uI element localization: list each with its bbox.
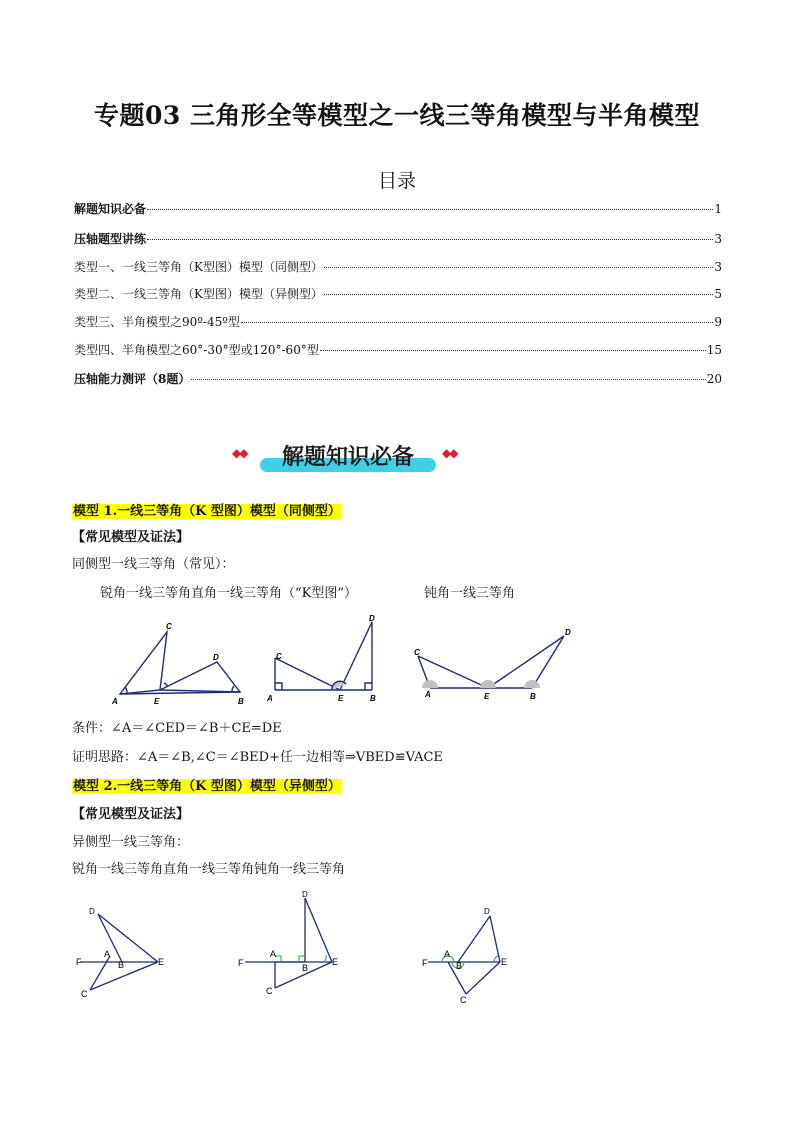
point-label: C bbox=[276, 652, 282, 661]
model1-caption-obtuse: 钝角一线三等角 bbox=[424, 586, 516, 601]
model1-caption: 锐角一线三等角直角一线三等角（“K型图”） bbox=[100, 586, 358, 601]
toc-entry-label: 压轴题型讲练 bbox=[74, 232, 147, 246]
toc-leader bbox=[191, 379, 705, 380]
banner-title: 解题知识必备 bbox=[281, 445, 414, 470]
toc-leader bbox=[320, 350, 706, 351]
model2-intro: 异侧型一线三等角： bbox=[72, 835, 190, 850]
point-label: E bbox=[332, 957, 339, 967]
right-opposite-figure bbox=[245, 898, 332, 988]
point-label: E bbox=[154, 697, 160, 706]
diamond-icon: ◆◆ bbox=[442, 446, 457, 460]
point-label: E bbox=[338, 694, 344, 703]
banner-pill bbox=[260, 438, 436, 472]
point-label: D bbox=[369, 614, 375, 623]
model1-proof: 证明思路：∠A＝∠B,∠C＝∠BED+任一边相等⇒VBED≌VACE bbox=[72, 750, 443, 765]
toc-entry[interactable] bbox=[74, 200, 722, 217]
point-label: B bbox=[238, 697, 244, 706]
toc-entry-page: 5 bbox=[714, 287, 722, 301]
point-label: E bbox=[501, 957, 508, 967]
toc-heading: 目录 bbox=[377, 170, 416, 192]
model1-figures bbox=[100, 610, 590, 710]
acute-k-figure bbox=[120, 632, 240, 694]
diamond-icon: ◆◆ bbox=[232, 446, 247, 460]
obtuse-opposite-figure bbox=[428, 916, 500, 994]
toc-entry[interactable] bbox=[74, 341, 722, 358]
model2-caption: 锐角一线三等角直角一线三等角钝角一线三等角 bbox=[72, 862, 346, 877]
point-label: C bbox=[81, 989, 88, 999]
point-label: D bbox=[565, 628, 571, 637]
point-label: A bbox=[425, 690, 431, 699]
obtuse-k-figure bbox=[418, 636, 564, 688]
point-label: A bbox=[267, 694, 273, 703]
point-label: B bbox=[530, 692, 536, 701]
toc-entry[interactable] bbox=[74, 370, 722, 387]
toc-entry[interactable] bbox=[74, 313, 722, 330]
toc-entry-page: 20 bbox=[706, 372, 722, 386]
model2-figures bbox=[70, 890, 530, 1005]
point-label: E bbox=[158, 957, 165, 967]
acute-opposite-figure bbox=[80, 914, 158, 990]
toc-entry[interactable] bbox=[74, 258, 722, 275]
right-k-figure bbox=[275, 622, 372, 690]
toc-entry[interactable] bbox=[74, 230, 722, 247]
point-label: B bbox=[370, 694, 376, 703]
point-label: B bbox=[302, 963, 309, 973]
point-label: F bbox=[76, 957, 82, 967]
section-banner bbox=[228, 436, 478, 476]
model1-condition: 条件：∠A＝∠CED＝∠B＋CE=DE bbox=[72, 721, 282, 736]
toc-entry-page: 9 bbox=[714, 315, 722, 329]
toc-leader bbox=[147, 209, 713, 210]
model1-subheading: 【常见模型及证法】 bbox=[72, 530, 190, 545]
toc-entry-label: 类型二、一线三等角（K型图）模型（异侧型） bbox=[74, 287, 323, 301]
toc-leader bbox=[241, 322, 713, 323]
toc-leader bbox=[324, 294, 713, 295]
toc-leader bbox=[147, 239, 713, 240]
toc-entry-page: 3 bbox=[714, 260, 722, 274]
toc-entry-label: 类型一、一线三等角（K型图）模型（同侧型） bbox=[74, 260, 323, 274]
toc-entry[interactable] bbox=[74, 285, 722, 302]
point-label: B bbox=[456, 961, 463, 971]
model2-subheading: 【常见模型及证法】 bbox=[72, 807, 190, 822]
point-label: F bbox=[422, 958, 428, 968]
model1-heading: 模型 1.一线三等角（K 型图）模型（同侧型） bbox=[73, 504, 341, 519]
toc-leader bbox=[324, 267, 713, 268]
point-label: E bbox=[484, 692, 490, 701]
point-label: C bbox=[414, 648, 420, 657]
model1-intro: 同侧型一线三等角（常见）： bbox=[72, 557, 235, 572]
toc-entry-page: 15 bbox=[706, 343, 722, 357]
toc-entry-label: 解题知识必备 bbox=[74, 202, 147, 216]
toc-entry-label: 类型四、半角模型之60°-30°型或120°-60°型 bbox=[74, 343, 319, 357]
point-label: F bbox=[238, 958, 244, 968]
point-label: D bbox=[302, 890, 308, 899]
point-label: D bbox=[89, 907, 95, 916]
model2-heading: 模型 2.一线三等角（K 型图）模型（异侧型） bbox=[73, 779, 341, 794]
point-label: A bbox=[112, 697, 118, 706]
point-label: D bbox=[213, 653, 219, 662]
toc-entry-page: 1 bbox=[714, 202, 722, 216]
document-title: 专题03 三角形全等模型之一线三等角模型与半角模型 bbox=[94, 101, 700, 130]
point-label: A bbox=[104, 949, 111, 959]
right-angle-marks bbox=[275, 955, 326, 962]
point-label: C bbox=[460, 995, 467, 1005]
point-label: C bbox=[166, 622, 172, 631]
toc-entry-page: 3 bbox=[714, 232, 722, 246]
point-label: B bbox=[118, 960, 125, 970]
point-label: A bbox=[444, 949, 451, 959]
toc-entry-label: 压轴能力测评（8题） bbox=[74, 372, 191, 386]
toc-entry-label: 类型三、半角模型之90º-45º型 bbox=[74, 315, 240, 329]
point-label: D bbox=[484, 907, 490, 916]
point-label: A bbox=[270, 949, 277, 959]
point-label: C bbox=[266, 986, 273, 996]
